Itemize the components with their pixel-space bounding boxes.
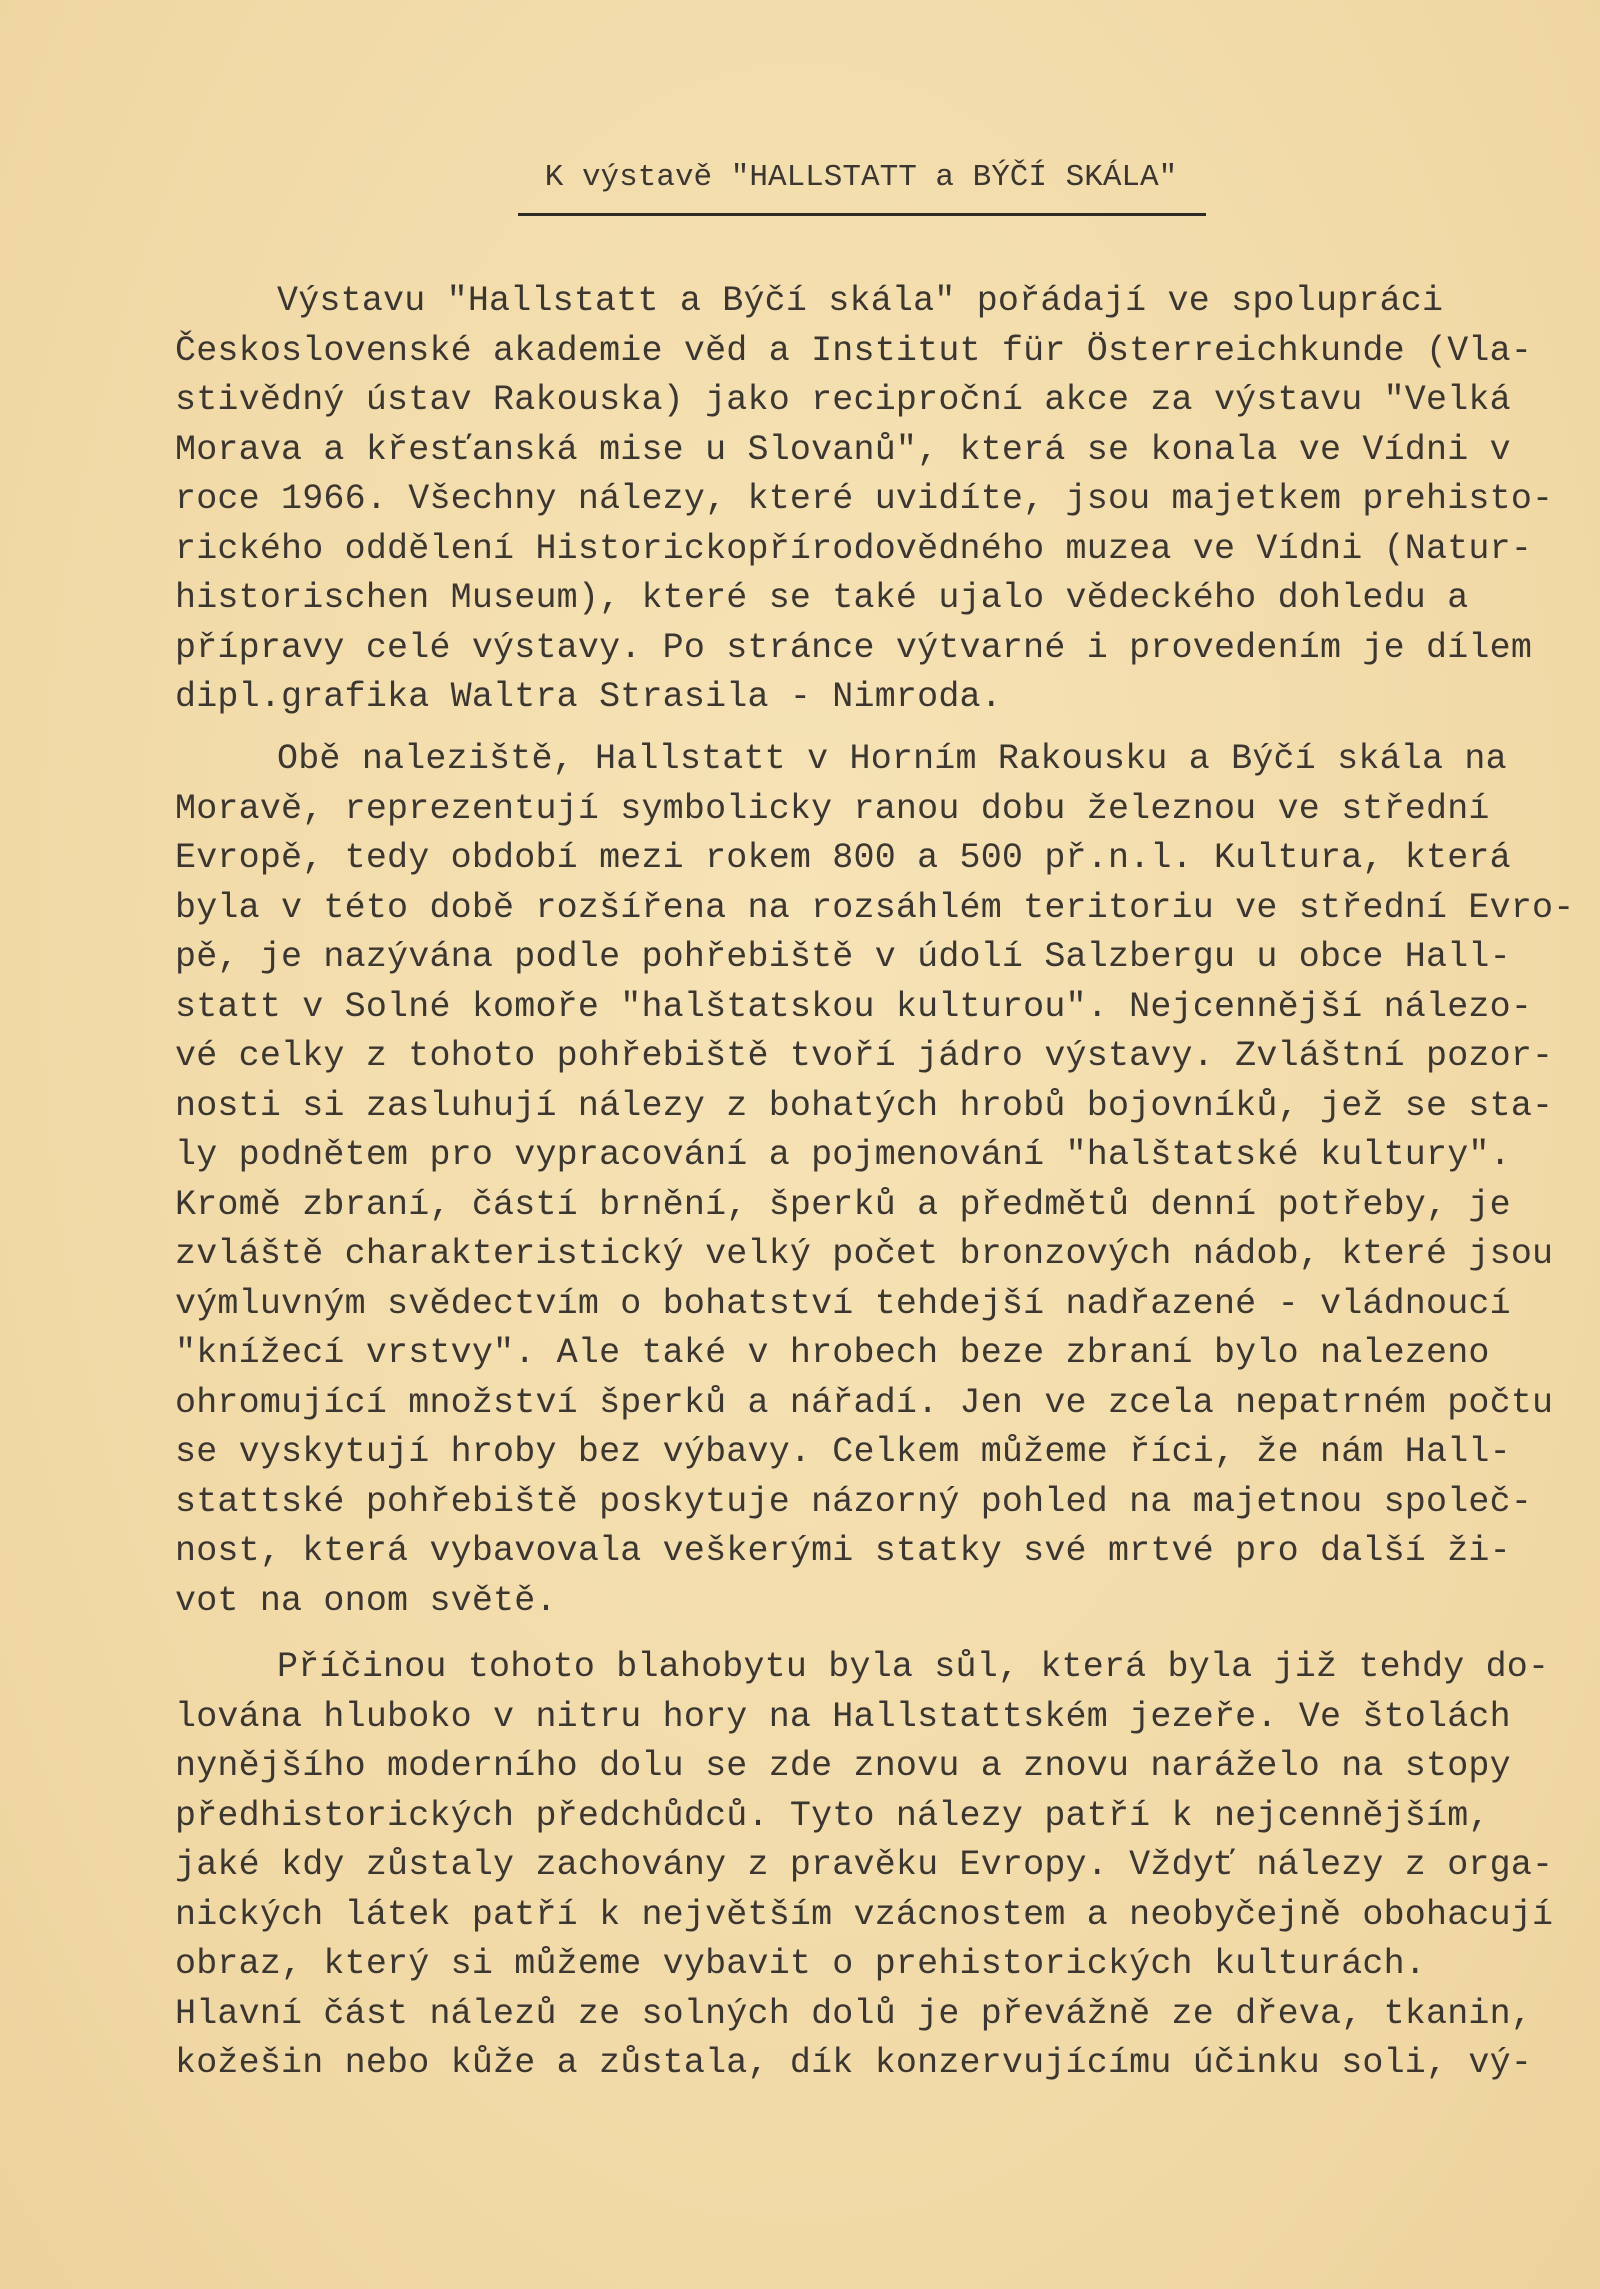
text-line: Československé akademie věd a Institut für Österreichkunde (Vla-	[175, 330, 1533, 371]
text-line: lována hluboko v nitru hory na Hallstattském jezeře. Ve štolách	[175, 1696, 1511, 1737]
text-line: vot na onom světě.	[175, 1580, 557, 1621]
text-line: ly podnětem pro vypracování a pojmenování "halštatské kultury".	[175, 1135, 1511, 1175]
text-line: byla v této době rozšířena na rozsáhlém teritoriu ve střední Evro-	[175, 887, 1575, 928]
text-line: statt v Solné komoře "halštatskou kulturou". Nejcennější nálezo-	[175, 986, 1533, 1027]
text-line: dipl.grafika Waltra Strasila - Nimroda.	[175, 677, 1002, 717]
text-line: "knížecí vrstvy". Ale také v hrobech beze zbraní bylo nalezeno	[175, 1333, 1490, 1373]
text-line: zvláště charakteristický velký počet bronzových nádob, které jsou	[175, 1234, 1554, 1274]
text-line: Hlavní část nálezů ze solných dolů je převážně ze dřeva, tkanin,	[175, 1993, 1533, 2034]
paragraph-3	[175, 1643, 1553, 2089]
text-line: se vyskytují hroby bez výbavy. Celkem můžeme říci, že nám Hall-	[175, 1432, 1511, 1472]
text-line: kožešin nebo kůže a zůstala, dík konzervujícímu účinku soli, vý-	[175, 2043, 1533, 2083]
text-line: Evropě, tedy období mezi rokem 800 a 500 př.n.l. Kultura, která	[175, 838, 1511, 878]
text-line: historischen Museum), které se také ujalo vědeckého dohledu a	[175, 578, 1469, 618]
text-line: předhistorických předchůdců. Tyto nálezy patří k nejcennějším,	[175, 1795, 1490, 1836]
text-line: jaké kdy zůstaly zachovány z pravěku Evropy. Vždyť nálezy z orga-	[175, 1845, 1554, 1885]
text-line: stattské pohřebiště poskytuje názorný pohled na majetnou společ-	[175, 1481, 1533, 1522]
text-line: Příčinou tohoto blahobytu byla sůl, která byla již tehdy do-	[277, 1647, 1550, 1687]
text-line: nických látek patří k největším vzácnostem a neobyčejně obohacují	[175, 1894, 1554, 1935]
text-line: pě, je nazývána podle pohřebiště v údolí Salzbergu u obce Hall-	[175, 937, 1511, 977]
text-line: Morava a křesťanská mise u Slovanů", která se konala ve Vídni v	[175, 429, 1511, 470]
paragraph-1	[175, 277, 1553, 723]
text-line: Kromě zbraní, částí brnění, šperků a předmětů denní potřeby, je	[175, 1184, 1511, 1225]
text-line: Obě naleziště, Hallstatt v Horním Rakousku a Býčí skála na	[277, 739, 1507, 779]
text-line: nost, která vybavovala veškerými statky své mrtvé pro další ži-	[175, 1531, 1511, 1571]
text-line: obraz, který si můžeme vybavit o prehistorických kulturách.	[175, 1944, 1427, 1984]
document-title: K výstavě "HALLSTATT a BÝČÍ SKÁLA"	[544, 160, 1178, 195]
text-line: roce 1966. Všechny nálezy, které uvidíte, jsou majetkem prehisto-	[175, 479, 1554, 519]
text-line: přípravy celé výstavy. Po stránce výtvarné i provedením je dílem	[175, 627, 1533, 668]
paragraph-2	[175, 735, 1574, 1626]
text-line: nynějšího moderního dolu se zde znovu a znovu naráželo na stopy	[175, 1746, 1511, 1786]
text-line: ohromující množství šperků a nářadí. Jen ve zcela nepatrném počtu	[175, 1382, 1554, 1423]
text-line: Moravě, reprezentují symbolicky ranou dobu železnou ve střední	[175, 788, 1490, 829]
text-line: rického oddělení Historickopřírodovědného muzea ve Vídni (Natur-	[175, 528, 1533, 569]
text-line: Výstavu "Hallstatt a Býčí skála" pořádají ve spolupráci	[277, 281, 1444, 321]
text-line: stivědný ústav Rakouska) jako reciproční akce za výstavu "Velká	[175, 380, 1511, 420]
title-underline	[518, 213, 1206, 216]
text-line: vé celky z tohoto pohřebiště tvoří jádro výstavy. Zvláštní pozor-	[175, 1036, 1554, 1076]
text-line: nosti si zasluhují nálezy z bohatých hrobů bojovníků, jež se sta-	[175, 1085, 1554, 1126]
text-line: výmluvným svědectvím o bohatství tehdejší nadřazené - vládnoucí	[175, 1283, 1511, 1324]
